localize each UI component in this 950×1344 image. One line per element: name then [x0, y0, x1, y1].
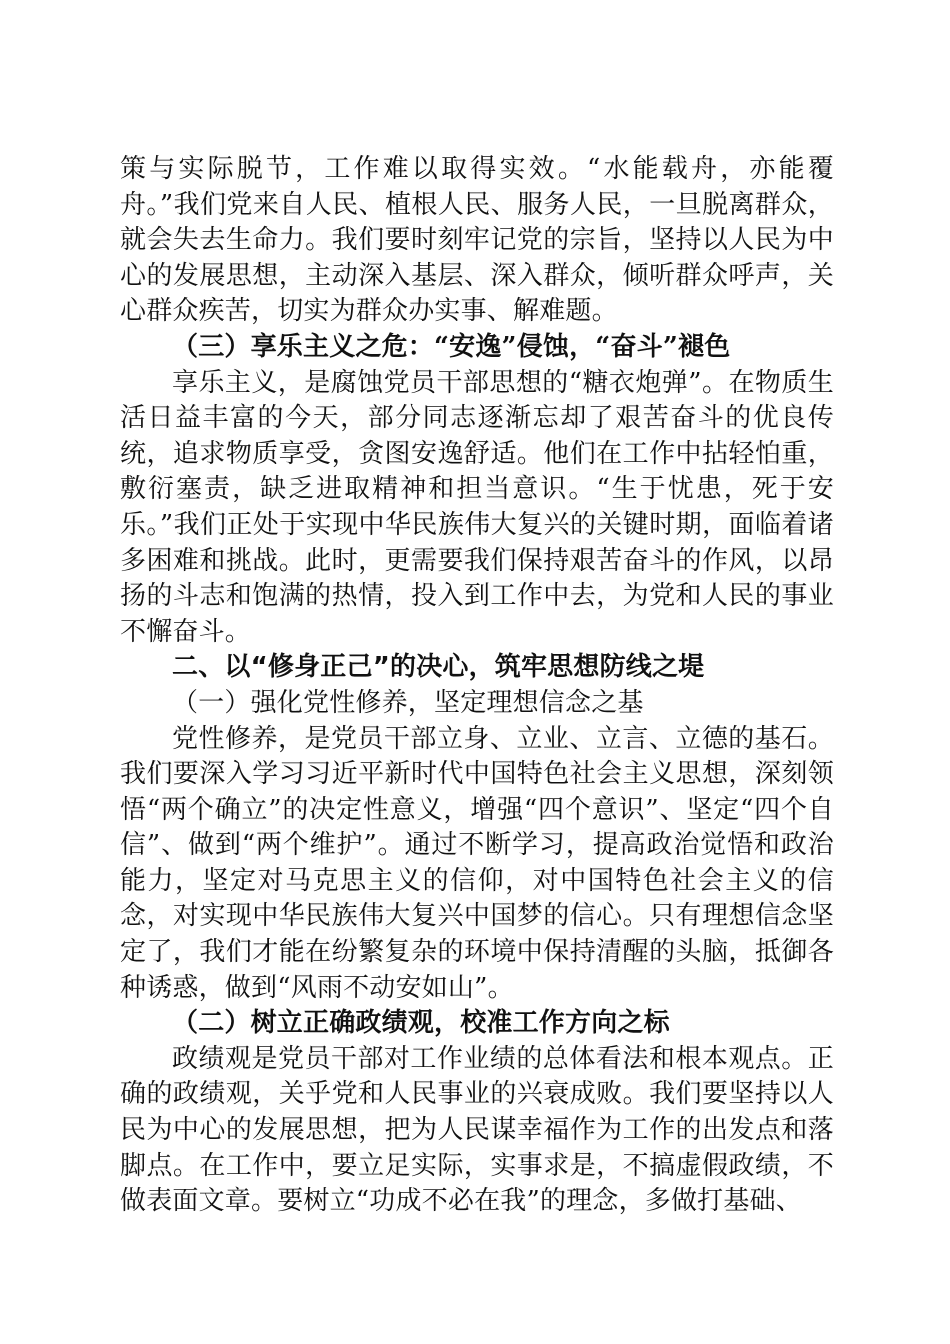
subheading-hedonism: （三）享乐主义之危：“安逸”侵蚀，“奋斗”褪色: [172, 331, 731, 362]
subheading-party-spirit: （一）强化党性修养，坚定理想信念之基: [172, 687, 644, 718]
paragraph-intro: 策与实际脱节，工作难以取得实效。“水能载舟，亦能覆舟。”我们党来自人民、植根人民、服务人民，一旦脱离群众，就会失去生命力。我们要时刻牢记党的宗旨，坚持以人民为中心的发展思想，主动深入基层、深入群众，倾听群众呼声，关心群众疾苦，切实为群众办实事、解难题。: [120, 154, 834, 327]
paragraph-performance-view: 政绩观是党员干部对工作业绩的总体看法和根本观点。正确的政绩观，关乎党和人民事业的兴衰成败。我们要坚持以人民为中心的发展思想，把为人民谋幸福作为工作的出发点和落脚点。在工作中，要立足实际，实事求是，不搞虚假政绩，不做表面文章。要树立“功成不必在我”的理念，多做打基础、: [120, 1043, 834, 1217]
paragraph-hedonism: 享乐主义，是腐蚀党员干部思想的“糖衣炮弹”。在物质生活日益丰富的今天，部分同志逐渐忘却了艰苦奋斗的优良传统，追求物质享受，贪图安逸舒适。他们在工作中拈轻怕重，敷衍塞责，缺乏进取精神和担当意识。“生于忧患，死于安乐。”我们正处于实现中华民族伟大复兴的关键时期，面临着诸多困难和挑战。此时，更需要我们保持艰苦奋斗的作风，以昂扬的斗志和饱满的热情，投入到工作中去，为党和人民的事业不懈奋斗。: [120, 367, 834, 647]
heading-section-two: 二、以“修身正己”的决心，筑牢思想防线之堤: [172, 652, 705, 683]
subheading-performance-view: （二）树立正确政绩观，校准工作方向之标: [172, 1008, 670, 1039]
paragraph-party-spirit: 党性修养，是党员干部立身、立业、立言、立德的基石。我们要深入学习习近平新时代中国特色社会主义思想，深刻领悟“两个确立”的决定性意义，增强“四个意识”、坚定“四个自信”、做到“两个维护”。通过不断学习，提高政治觉悟和政治能力，坚定对马克思主义的信仰，对中国特色社会主义的信念，对实现中华民族伟大复兴中国梦的信心。只有理想信念坚定了，我们才能在纷繁复杂的环境中保持清醒的头脑，抵御各种诱惑，做到“风雨不动安如山”。: [120, 723, 834, 1003]
document-body: [120, 152, 834, 1220]
